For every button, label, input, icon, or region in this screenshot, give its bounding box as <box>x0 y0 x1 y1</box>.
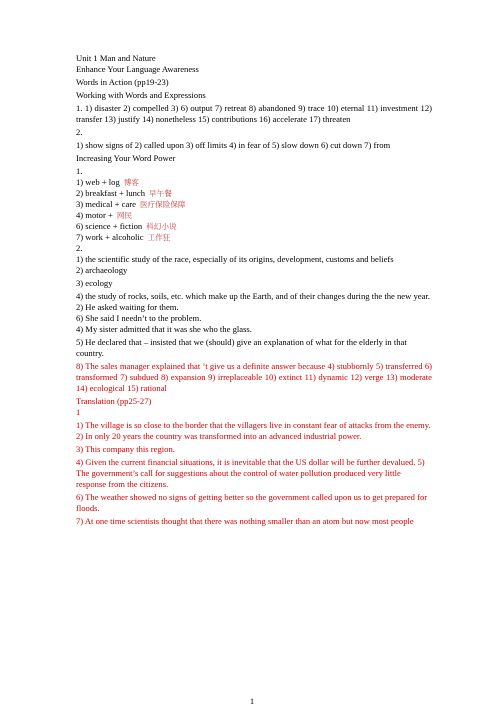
translation-item: 3) This company this region. <box>76 444 175 454</box>
word-item <box>76 199 432 210</box>
word-item-cn: 医疗保险保障 <box>139 200 186 209</box>
word-item-en: 3) medical + care <box>76 199 136 209</box>
word-item <box>76 232 432 243</box>
answers-part-2: 1) show signs of 2) called upon 3) off limits 4) in fear of 5) slow down 6) cut down 7) from <box>76 140 391 150</box>
sentence-4: 4) My sister admitted that it was she who the glass. <box>76 324 252 334</box>
definition-4: 4) the study of rocks, soils, etc. which make up the Earth, and of their changes during the the new year. <box>76 291 430 301</box>
page-content <box>76 53 432 527</box>
increasing-word-power-heading: Increasing Your Word Power <box>76 153 176 163</box>
word-item <box>76 221 432 232</box>
word-item-en: 2) breakfast + lunch <box>76 188 146 198</box>
word-item <box>76 177 432 188</box>
section-title: Enhance Your Language Awareness <box>76 64 199 74</box>
word-item-en: 7) work + alcoholic <box>76 232 144 242</box>
word-item-en: 4) motor + <box>76 210 113 220</box>
definitions-number: 2. <box>76 243 83 253</box>
part-2-number: 2. <box>76 127 83 137</box>
word-item-cn: 工作狂 <box>147 233 171 242</box>
working-with-words-heading: Working with Words and Expressions <box>76 90 206 100</box>
translation-number: 1 <box>76 407 81 417</box>
translation-heading: Translation (pp25-27) <box>76 396 152 406</box>
word-item-en: 1) web + log <box>76 177 120 187</box>
word-power-number: 1. <box>76 166 83 176</box>
word-item <box>76 188 432 199</box>
word-item-cn: 博客 <box>123 178 139 187</box>
sentence-6: 6) She said I needn’t to the problem. <box>76 313 202 323</box>
word-item <box>76 210 432 221</box>
translation-item: 4) Given the current financial situations, it is inevitable that the US dollar will be further devalued. 5) The government’s call for suggestions about the control of water pollution produced very little response from the citizens. <box>76 457 425 489</box>
word-item-cn: 早午餐 <box>149 189 172 198</box>
unit-title: Unit 1 Man and Nature <box>76 53 156 63</box>
definition-1: 1) the scientific study of the race, especially of its origins, development, customs and beliefs <box>76 254 394 264</box>
word-item-cn: 科幻小说 <box>146 222 177 231</box>
red-answers: 8) The sales manager explained that ’t give us a definite answer because 4) stubbornly 5) transferred 6) transformed 7) subdued 8) expansion 9) irreplaceable 10) extinct 11) dynamic 12) verge 13) moderate 14) ecological 15) rational <box>76 361 432 393</box>
answers-part-1: 1. 1) disaster 2) compelled 3) 6) output 7) retreat 8) abandoned 9) trace 10) eternal 11) investment 12) transfer 13) justify 14) nonetheless 15) contributions 16) accelerate 17) threaten <box>76 103 432 124</box>
word-item-cn: 网民 <box>116 211 133 220</box>
translation-item: 7) At one time scientists thought that there was nothing smaller than an atom but now most people <box>76 516 414 526</box>
sentence-5: 5) He declared that – insisted that we (should) give an explanation of what for the elderly in that country. <box>76 337 407 358</box>
translation-item: 6) The weather showed no signs of getting better so the government called upon us to get prepared for floods. <box>76 492 428 513</box>
definition-2: 2) archaeology <box>76 265 128 275</box>
definition-3: 3) ecology <box>76 278 113 288</box>
words-in-action-heading: Words in Action (pp19-23) <box>76 77 169 87</box>
sentence-2: 2) He asked waiting for them. <box>76 302 179 312</box>
word-item-en: 6) science + fiction <box>76 221 143 231</box>
translation-item: 2) In only 20 years the country was transformed into an advanced industrial power. <box>76 431 362 441</box>
translation-item: 1) The village is so close to the border that the villagers live in constant fear of attacks from the enemy. <box>76 420 431 430</box>
page-number: 1 <box>249 696 255 706</box>
